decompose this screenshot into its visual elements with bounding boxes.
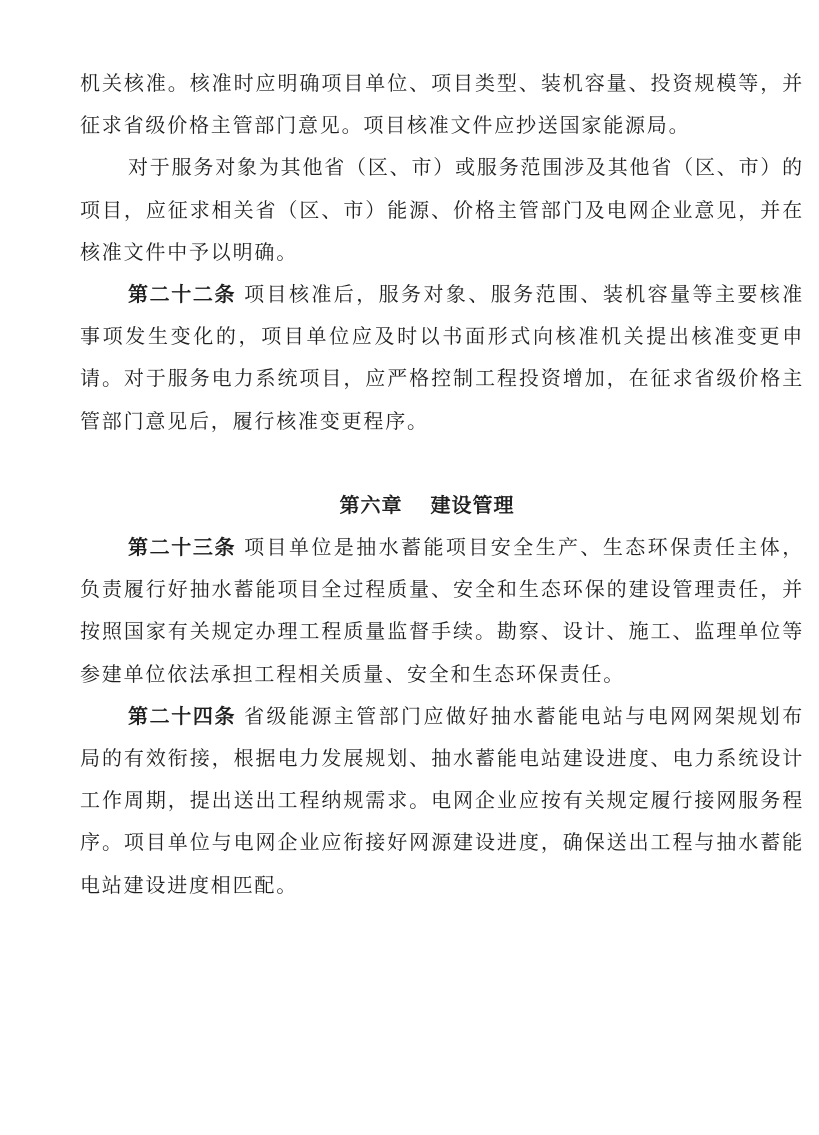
article-23 — [80, 526, 804, 695]
chapter-heading — [80, 484, 804, 526]
article-22 — [80, 273, 804, 442]
article-text: 项目单位是抽水蓄能项目安全生产、生态环保责任主体，负责履行好抽水蓄能项目全过程质量、安全和生态环保的建设管理责任，并按照国家有关规定办理工程质量监督手续。勘察、设计、施工、监理单位等参建单位依法承担工程相关质量、安全和生态环保责任。 — [80, 535, 805, 686]
chapter-number: 第六章 — [339, 492, 403, 517]
chapter-title: 建设管理 — [430, 492, 515, 517]
article-number: 第二十四条 — [128, 703, 237, 728]
paragraph-text: 对于服务对象为其他省（区、市）或服务范围涉及其他省（区、市）的项目，应征求相关省（区、市）能源、价格主管部门及电网企业意见，并在核准文件中予以明确。 — [80, 155, 804, 264]
article-text: 省级能源主管部门应做好抽水蓄能电站与电网网架规划布局的有效衔接，根据电力发展规划、抽水蓄能电站建设进度、电力系统设计工作周期，提出送出工程纳规需求。电网企业应按有关规定履行接网服务程序。项目单位与电网企业应衔接好网源建设进度，确保送出工程与抽水蓄能电站建设进度相匹配。 — [80, 703, 805, 897]
article-text: 项目核准后，服务对象、服务范围、装机容量等主要核准事项发生变化的，项目单位应及时以书面形式向核准机关提出核准变更申请。对于服务电力系统项目，应严格控制工程投资增加，在征求省级价格主管部门意见后，履行核准变更程序。 — [80, 282, 805, 433]
section-spacer — [80, 442, 804, 484]
article-number: 第二十三条 — [128, 535, 237, 560]
paragraph-text: 机关核准。核准时应明确项目单位、项目类型、装机容量、投资规模等，并征求省级价格主管部门意见。项目核准文件应抄送国家能源局。 — [80, 71, 804, 138]
article-24 — [80, 695, 804, 906]
document-page — [80, 62, 804, 906]
article-number: 第二十二条 — [128, 282, 237, 307]
paragraph-other-provinces — [80, 146, 804, 273]
paragraph-continuation — [80, 62, 804, 146]
